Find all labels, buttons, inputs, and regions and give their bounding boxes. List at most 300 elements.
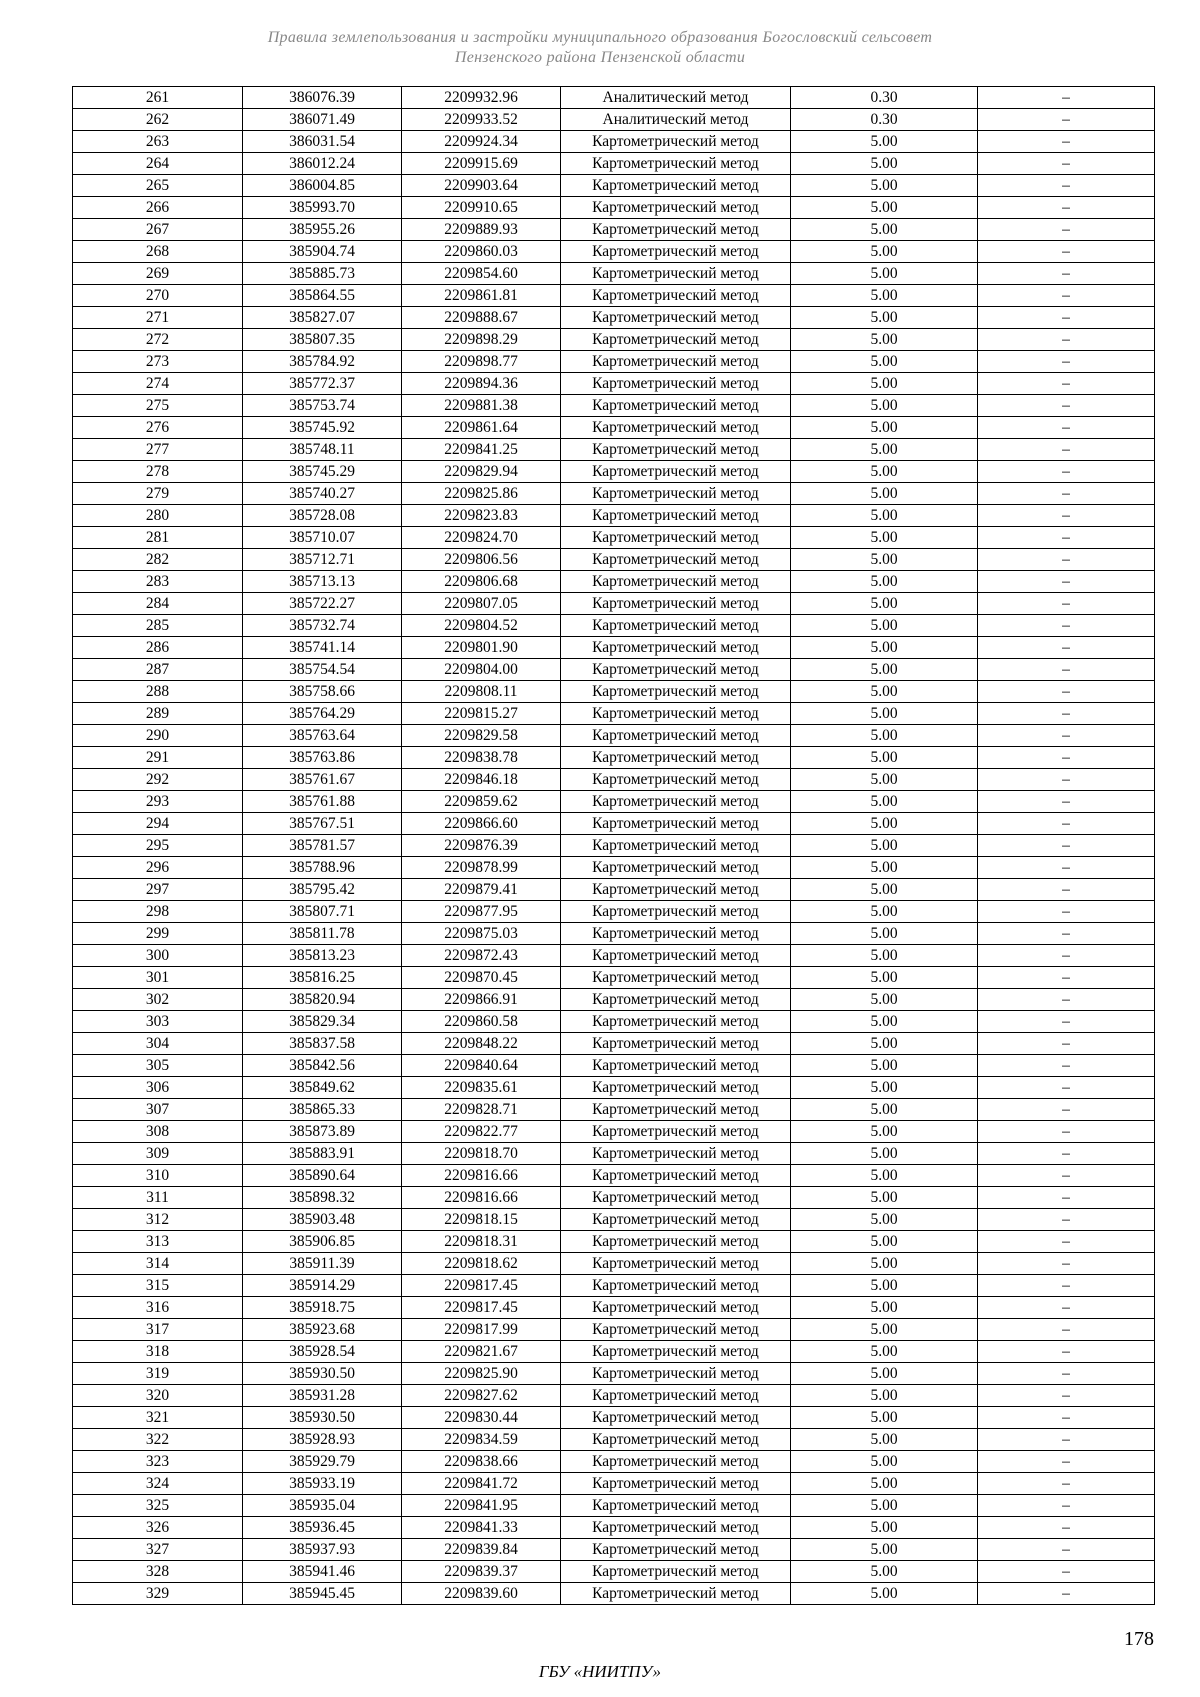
method-cell: Картометрический метод xyxy=(561,725,791,747)
method-cell: Картометрический метод xyxy=(561,1451,791,1473)
table-row xyxy=(73,175,1155,197)
accuracy-cell: 5.00 xyxy=(791,1165,978,1187)
y-coordinate-cell: 2209828.71 xyxy=(402,1099,561,1121)
x-coordinate-cell: 385722.27 xyxy=(243,593,402,615)
point-number-cell: 295 xyxy=(73,835,243,857)
accuracy-cell: 5.00 xyxy=(791,1341,978,1363)
y-coordinate-cell: 2209846.18 xyxy=(402,769,561,791)
point-number-cell: 314 xyxy=(73,1253,243,1275)
x-coordinate-cell: 385753.74 xyxy=(243,395,402,417)
y-coordinate-cell: 2209804.52 xyxy=(402,615,561,637)
y-coordinate-cell: 2209824.70 xyxy=(402,527,561,549)
method-cell: Картометрический метод xyxy=(561,1429,791,1451)
point-number-cell: 287 xyxy=(73,659,243,681)
x-coordinate-cell: 385761.67 xyxy=(243,769,402,791)
note-cell: – xyxy=(978,109,1155,131)
method-cell: Картометрический метод xyxy=(561,813,791,835)
accuracy-cell: 5.00 xyxy=(791,373,978,395)
method-cell: Картометрический метод xyxy=(561,967,791,989)
note-cell: – xyxy=(978,1407,1155,1429)
accuracy-cell: 5.00 xyxy=(791,1077,978,1099)
y-coordinate-cell: 2209830.44 xyxy=(402,1407,561,1429)
point-number-cell: 267 xyxy=(73,219,243,241)
document-header xyxy=(0,28,1200,68)
table-row xyxy=(73,945,1155,967)
note-cell: – xyxy=(978,351,1155,373)
y-coordinate-cell: 2209878.99 xyxy=(402,857,561,879)
point-number-cell: 265 xyxy=(73,175,243,197)
table-row xyxy=(73,681,1155,703)
method-cell: Картометрический метод xyxy=(561,1561,791,1583)
accuracy-cell: 5.00 xyxy=(791,329,978,351)
accuracy-cell: 5.00 xyxy=(791,571,978,593)
accuracy-cell: 5.00 xyxy=(791,901,978,923)
note-cell: – xyxy=(978,549,1155,571)
table-row xyxy=(73,307,1155,329)
note-cell: – xyxy=(978,131,1155,153)
point-number-cell: 304 xyxy=(73,1033,243,1055)
x-coordinate-cell: 385732.74 xyxy=(243,615,402,637)
table-row xyxy=(73,923,1155,945)
note-cell: – xyxy=(978,1473,1155,1495)
accuracy-cell: 5.00 xyxy=(791,1209,978,1231)
point-number-cell: 321 xyxy=(73,1407,243,1429)
point-number-cell: 289 xyxy=(73,703,243,725)
y-coordinate-cell: 2209933.52 xyxy=(402,109,561,131)
y-coordinate-cell: 2209818.70 xyxy=(402,1143,561,1165)
accuracy-cell: 5.00 xyxy=(791,659,978,681)
y-coordinate-cell: 2209854.60 xyxy=(402,263,561,285)
note-cell: – xyxy=(978,1451,1155,1473)
accuracy-cell: 5.00 xyxy=(791,923,978,945)
method-cell: Картометрический метод xyxy=(561,571,791,593)
x-coordinate-cell: 385930.50 xyxy=(243,1407,402,1429)
x-coordinate-cell: 385993.70 xyxy=(243,197,402,219)
method-cell: Картометрический метод xyxy=(561,351,791,373)
method-cell: Картометрический метод xyxy=(561,263,791,285)
method-cell: Картометрический метод xyxy=(561,329,791,351)
accuracy-cell: 5.00 xyxy=(791,1561,978,1583)
table-row xyxy=(73,439,1155,461)
y-coordinate-cell: 2209817.45 xyxy=(402,1297,561,1319)
note-cell: – xyxy=(978,87,1155,109)
note-cell: – xyxy=(978,1341,1155,1363)
point-number-cell: 317 xyxy=(73,1319,243,1341)
point-number-cell: 319 xyxy=(73,1363,243,1385)
x-coordinate-cell: 385763.64 xyxy=(243,725,402,747)
method-cell: Картометрический метод xyxy=(561,307,791,329)
table-row xyxy=(73,263,1155,285)
x-coordinate-cell: 385864.55 xyxy=(243,285,402,307)
method-cell: Картометрический метод xyxy=(561,1165,791,1187)
y-coordinate-cell: 2209910.65 xyxy=(402,197,561,219)
point-number-cell: 323 xyxy=(73,1451,243,1473)
x-coordinate-cell: 385772.37 xyxy=(243,373,402,395)
note-cell: – xyxy=(978,1099,1155,1121)
y-coordinate-cell: 2209915.69 xyxy=(402,153,561,175)
point-number-cell: 273 xyxy=(73,351,243,373)
table-row xyxy=(73,1055,1155,1077)
point-number-cell: 286 xyxy=(73,637,243,659)
point-number-cell: 322 xyxy=(73,1429,243,1451)
method-cell: Картометрический метод xyxy=(561,1473,791,1495)
x-coordinate-cell: 385890.64 xyxy=(243,1165,402,1187)
y-coordinate-cell: 2209877.95 xyxy=(402,901,561,923)
method-cell: Картометрический метод xyxy=(561,285,791,307)
table-row xyxy=(73,1407,1155,1429)
table-row xyxy=(73,725,1155,747)
point-number-cell: 316 xyxy=(73,1297,243,1319)
y-coordinate-cell: 2209841.95 xyxy=(402,1495,561,1517)
y-coordinate-cell: 2209804.00 xyxy=(402,659,561,681)
table-row xyxy=(73,1451,1155,1473)
note-cell: – xyxy=(978,483,1155,505)
table-row xyxy=(73,1341,1155,1363)
accuracy-cell: 5.00 xyxy=(791,241,978,263)
table-row xyxy=(73,791,1155,813)
note-cell: – xyxy=(978,659,1155,681)
point-number-cell: 307 xyxy=(73,1099,243,1121)
point-number-cell: 293 xyxy=(73,791,243,813)
point-number-cell: 283 xyxy=(73,571,243,593)
y-coordinate-cell: 2209876.39 xyxy=(402,835,561,857)
table-row xyxy=(73,879,1155,901)
table-row xyxy=(73,659,1155,681)
y-coordinate-cell: 2209825.86 xyxy=(402,483,561,505)
method-cell: Картометрический метод xyxy=(561,989,791,1011)
accuracy-cell: 5.00 xyxy=(791,1099,978,1121)
y-coordinate-cell: 2209872.43 xyxy=(402,945,561,967)
accuracy-cell: 5.00 xyxy=(791,1363,978,1385)
point-number-cell: 262 xyxy=(73,109,243,131)
method-cell: Картометрический метод xyxy=(561,1033,791,1055)
x-coordinate-cell: 385763.86 xyxy=(243,747,402,769)
note-cell: – xyxy=(978,329,1155,351)
y-coordinate-cell: 2209801.90 xyxy=(402,637,561,659)
method-cell: Картометрический метод xyxy=(561,1187,791,1209)
point-number-cell: 301 xyxy=(73,967,243,989)
method-cell: Картометрический метод xyxy=(561,593,791,615)
method-cell: Картометрический метод xyxy=(561,373,791,395)
x-coordinate-cell: 385842.56 xyxy=(243,1055,402,1077)
method-cell: Картометрический метод xyxy=(561,1517,791,1539)
x-coordinate-cell: 385883.91 xyxy=(243,1143,402,1165)
note-cell: – xyxy=(978,1385,1155,1407)
method-cell: Картометрический метод xyxy=(561,747,791,769)
point-number-cell: 326 xyxy=(73,1517,243,1539)
table-row xyxy=(73,109,1155,131)
method-cell: Картометрический метод xyxy=(561,1495,791,1517)
note-cell: – xyxy=(978,637,1155,659)
method-cell: Картометрический метод xyxy=(561,1121,791,1143)
note-cell: – xyxy=(978,1583,1155,1605)
point-number-cell: 309 xyxy=(73,1143,243,1165)
y-coordinate-cell: 2209841.25 xyxy=(402,439,561,461)
note-cell: – xyxy=(978,527,1155,549)
point-number-cell: 303 xyxy=(73,1011,243,1033)
note-cell: – xyxy=(978,879,1155,901)
note-cell: – xyxy=(978,1209,1155,1231)
method-cell: Картометрический метод xyxy=(561,1341,791,1363)
accuracy-cell: 5.00 xyxy=(791,989,978,1011)
y-coordinate-cell: 2209817.99 xyxy=(402,1319,561,1341)
note-cell: – xyxy=(978,923,1155,945)
point-number-cell: 308 xyxy=(73,1121,243,1143)
y-coordinate-cell: 2209822.77 xyxy=(402,1121,561,1143)
note-cell: – xyxy=(978,197,1155,219)
y-coordinate-cell: 2209841.72 xyxy=(402,1473,561,1495)
x-coordinate-cell: 385781.57 xyxy=(243,835,402,857)
x-coordinate-cell: 385885.73 xyxy=(243,263,402,285)
method-cell: Картометрический метод xyxy=(561,505,791,527)
method-cell: Картометрический метод xyxy=(561,549,791,571)
note-cell: – xyxy=(978,439,1155,461)
note-cell: – xyxy=(978,593,1155,615)
point-number-cell: 299 xyxy=(73,923,243,945)
x-coordinate-cell: 385767.51 xyxy=(243,813,402,835)
x-coordinate-cell: 385930.50 xyxy=(243,1363,402,1385)
x-coordinate-cell: 385811.78 xyxy=(243,923,402,945)
table-row xyxy=(73,1121,1155,1143)
accuracy-cell: 5.00 xyxy=(791,747,978,769)
accuracy-cell: 5.00 xyxy=(791,1275,978,1297)
point-number-cell: 284 xyxy=(73,593,243,615)
y-coordinate-cell: 2209838.78 xyxy=(402,747,561,769)
point-number-cell: 288 xyxy=(73,681,243,703)
x-coordinate-cell: 385873.89 xyxy=(243,1121,402,1143)
table-row xyxy=(73,1473,1155,1495)
y-coordinate-cell: 2209879.41 xyxy=(402,879,561,901)
point-number-cell: 279 xyxy=(73,483,243,505)
x-coordinate-cell: 385936.45 xyxy=(243,1517,402,1539)
point-number-cell: 311 xyxy=(73,1187,243,1209)
table-row xyxy=(73,285,1155,307)
accuracy-cell: 5.00 xyxy=(791,725,978,747)
y-coordinate-cell: 2209839.37 xyxy=(402,1561,561,1583)
method-cell: Картометрический метод xyxy=(561,1539,791,1561)
point-number-cell: 282 xyxy=(73,549,243,571)
x-coordinate-cell: 385761.88 xyxy=(243,791,402,813)
method-cell: Картометрический метод xyxy=(561,879,791,901)
x-coordinate-cell: 385728.08 xyxy=(243,505,402,527)
table-row xyxy=(73,373,1155,395)
method-cell: Картометрический метод xyxy=(561,1297,791,1319)
accuracy-cell: 5.00 xyxy=(791,1583,978,1605)
table-row xyxy=(73,747,1155,769)
y-coordinate-cell: 2209839.60 xyxy=(402,1583,561,1605)
table-row xyxy=(73,1011,1155,1033)
y-coordinate-cell: 2209924.34 xyxy=(402,131,561,153)
note-cell: – xyxy=(978,175,1155,197)
y-coordinate-cell: 2209860.58 xyxy=(402,1011,561,1033)
method-cell: Картометрический метод xyxy=(561,219,791,241)
table-row xyxy=(73,417,1155,439)
accuracy-cell: 5.00 xyxy=(791,1429,978,1451)
method-cell: Картометрический метод xyxy=(561,1231,791,1253)
x-coordinate-cell: 386004.85 xyxy=(243,175,402,197)
table-row xyxy=(73,1429,1155,1451)
table-row xyxy=(73,1143,1155,1165)
point-number-cell: 270 xyxy=(73,285,243,307)
x-coordinate-cell: 385937.93 xyxy=(243,1539,402,1561)
method-cell: Картометрический метод xyxy=(561,769,791,791)
y-coordinate-cell: 2209870.45 xyxy=(402,967,561,989)
method-cell: Картометрический метод xyxy=(561,637,791,659)
point-number-cell: 324 xyxy=(73,1473,243,1495)
method-cell: Картометрический метод xyxy=(561,1099,791,1121)
method-cell: Картометрический метод xyxy=(561,153,791,175)
method-cell: Картометрический метод xyxy=(561,681,791,703)
y-coordinate-cell: 2209903.64 xyxy=(402,175,561,197)
table-row xyxy=(73,813,1155,835)
accuracy-cell: 5.00 xyxy=(791,1495,978,1517)
method-cell: Картометрический метод xyxy=(561,1319,791,1341)
method-cell: Картометрический метод xyxy=(561,615,791,637)
accuracy-cell: 5.00 xyxy=(791,1253,978,1275)
method-cell: Картометрический метод xyxy=(561,1275,791,1297)
point-number-cell: 269 xyxy=(73,263,243,285)
y-coordinate-cell: 2209818.62 xyxy=(402,1253,561,1275)
method-cell: Картометрический метод xyxy=(561,395,791,417)
x-coordinate-cell: 385903.48 xyxy=(243,1209,402,1231)
x-coordinate-cell: 385837.58 xyxy=(243,1033,402,1055)
table-row xyxy=(73,395,1155,417)
table-row xyxy=(73,1253,1155,1275)
x-coordinate-cell: 385929.79 xyxy=(243,1451,402,1473)
point-number-cell: 313 xyxy=(73,1231,243,1253)
method-cell: Картометрический метод xyxy=(561,1055,791,1077)
x-coordinate-cell: 385928.54 xyxy=(243,1341,402,1363)
x-coordinate-cell: 385918.75 xyxy=(243,1297,402,1319)
note-cell: – xyxy=(978,241,1155,263)
table-row xyxy=(73,835,1155,857)
coordinates-table-body xyxy=(73,87,1155,1605)
note-cell: – xyxy=(978,835,1155,857)
accuracy-cell: 5.00 xyxy=(791,1473,978,1495)
note-cell: – xyxy=(978,813,1155,835)
x-coordinate-cell: 385807.71 xyxy=(243,901,402,923)
accuracy-cell: 5.00 xyxy=(791,175,978,197)
point-number-cell: 280 xyxy=(73,505,243,527)
accuracy-cell: 5.00 xyxy=(791,1011,978,1033)
table-row xyxy=(73,571,1155,593)
x-coordinate-cell: 385807.35 xyxy=(243,329,402,351)
table-row xyxy=(73,241,1155,263)
method-cell: Картометрический метод xyxy=(561,241,791,263)
y-coordinate-cell: 2209829.58 xyxy=(402,725,561,747)
y-coordinate-cell: 2209898.77 xyxy=(402,351,561,373)
accuracy-cell: 5.00 xyxy=(791,439,978,461)
accuracy-cell: 5.00 xyxy=(791,285,978,307)
table-row xyxy=(73,1539,1155,1561)
accuracy-cell: 5.00 xyxy=(791,879,978,901)
y-coordinate-cell: 2209838.66 xyxy=(402,1451,561,1473)
y-coordinate-cell: 2209825.90 xyxy=(402,1363,561,1385)
x-coordinate-cell: 385816.25 xyxy=(243,967,402,989)
x-coordinate-cell: 385935.04 xyxy=(243,1495,402,1517)
accuracy-cell: 5.00 xyxy=(791,1407,978,1429)
x-coordinate-cell: 385813.23 xyxy=(243,945,402,967)
x-coordinate-cell: 385748.11 xyxy=(243,439,402,461)
point-number-cell: 298 xyxy=(73,901,243,923)
page-number: 178 xyxy=(1124,1628,1154,1650)
point-number-cell: 261 xyxy=(73,87,243,109)
note-cell: – xyxy=(978,945,1155,967)
y-coordinate-cell: 2209834.59 xyxy=(402,1429,561,1451)
method-cell: Картометрический метод xyxy=(561,131,791,153)
accuracy-cell: 5.00 xyxy=(791,945,978,967)
point-number-cell: 281 xyxy=(73,527,243,549)
method-cell: Картометрический метод xyxy=(561,439,791,461)
note-cell: – xyxy=(978,725,1155,747)
accuracy-cell: 5.00 xyxy=(791,1297,978,1319)
y-coordinate-cell: 2209806.68 xyxy=(402,571,561,593)
y-coordinate-cell: 2209894.36 xyxy=(402,373,561,395)
note-cell: – xyxy=(978,1495,1155,1517)
method-cell: Картометрический метод xyxy=(561,703,791,725)
method-cell: Картометрический метод xyxy=(561,901,791,923)
method-cell: Картометрический метод xyxy=(561,1077,791,1099)
method-cell: Картометрический метод xyxy=(561,1143,791,1165)
x-coordinate-cell: 386031.54 xyxy=(243,131,402,153)
y-coordinate-cell: 2209817.45 xyxy=(402,1275,561,1297)
point-number-cell: 318 xyxy=(73,1341,243,1363)
y-coordinate-cell: 2209898.29 xyxy=(402,329,561,351)
table-row xyxy=(73,769,1155,791)
x-coordinate-cell: 385904.74 xyxy=(243,241,402,263)
x-coordinate-cell: 385745.92 xyxy=(243,417,402,439)
y-coordinate-cell: 2209807.05 xyxy=(402,593,561,615)
x-coordinate-cell: 385865.33 xyxy=(243,1099,402,1121)
x-coordinate-cell: 386071.49 xyxy=(243,109,402,131)
accuracy-cell: 5.00 xyxy=(791,593,978,615)
method-cell: Картометрический метод xyxy=(561,461,791,483)
y-coordinate-cell: 2209821.67 xyxy=(402,1341,561,1363)
y-coordinate-cell: 2209841.33 xyxy=(402,1517,561,1539)
table-row xyxy=(73,483,1155,505)
method-cell: Картометрический метод xyxy=(561,417,791,439)
accuracy-cell: 5.00 xyxy=(791,395,978,417)
point-number-cell: 296 xyxy=(73,857,243,879)
point-number-cell: 271 xyxy=(73,307,243,329)
table-row xyxy=(73,967,1155,989)
method-cell: Картометрический метод xyxy=(561,1583,791,1605)
note-cell: – xyxy=(978,1319,1155,1341)
point-number-cell: 320 xyxy=(73,1385,243,1407)
x-coordinate-cell: 385849.62 xyxy=(243,1077,402,1099)
x-coordinate-cell: 385906.85 xyxy=(243,1231,402,1253)
accuracy-cell: 5.00 xyxy=(791,967,978,989)
note-cell: – xyxy=(978,1517,1155,1539)
note-cell: – xyxy=(978,1033,1155,1055)
method-cell: Картометрический метод xyxy=(561,1209,791,1231)
x-coordinate-cell: 385712.71 xyxy=(243,549,402,571)
table-row xyxy=(73,1297,1155,1319)
point-number-cell: 300 xyxy=(73,945,243,967)
table-row xyxy=(73,219,1155,241)
y-coordinate-cell: 2209861.81 xyxy=(402,285,561,307)
accuracy-cell: 5.00 xyxy=(791,1539,978,1561)
table-row xyxy=(73,1077,1155,1099)
table-row xyxy=(73,637,1155,659)
y-coordinate-cell: 2209889.93 xyxy=(402,219,561,241)
note-cell: – xyxy=(978,901,1155,923)
table-row xyxy=(73,901,1155,923)
x-coordinate-cell: 385941.46 xyxy=(243,1561,402,1583)
table-row xyxy=(73,1495,1155,1517)
method-cell: Картометрический метод xyxy=(561,1407,791,1429)
x-coordinate-cell: 385788.96 xyxy=(243,857,402,879)
